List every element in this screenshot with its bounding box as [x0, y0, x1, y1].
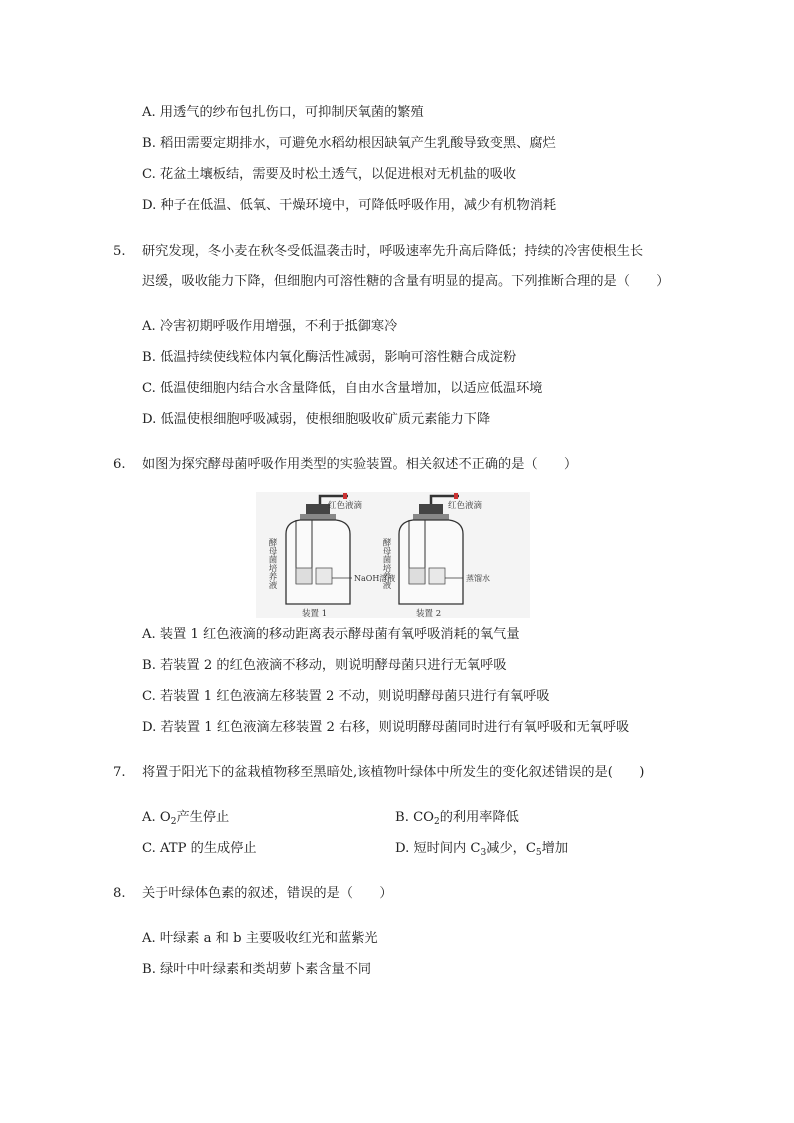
device2-water-cup — [429, 568, 445, 584]
device1-side-label: 酵母菌培养液 — [267, 538, 277, 589]
device1-beaker — [296, 568, 312, 584]
q6-option-c: C. 若装置 1 红色液滴左移装置 2 不动，则说明酵母菌只进行有氧呼吸 — [142, 689, 550, 704]
q4-option-a: A. 用透气的纱布包扎伤口，可抑制厌氧菌的繁殖 — [142, 105, 424, 120]
q6-option-b: B. 若装置 2 的红色液滴不移动，则说明酵母菌只进行无氧呼吸 — [142, 658, 507, 673]
q7-option-a — [142, 809, 229, 827]
q8-option-b: B. 绿叶中叶绿素和类胡萝卜素含量不同 — [142, 962, 372, 977]
q7-option-b-sub: 2 — [433, 817, 440, 827]
q7-stem: 将置于阳光下的盆栽植物移至黑暗处,该植物叶绿体中所发生的变化叙述错误的是( ) — [142, 765, 645, 780]
q7-option-d-sub1: 3 — [480, 848, 487, 858]
q8-number: 8. — [113, 886, 126, 901]
q6-option-a: A. 装置 1 红色液滴的移动距离表示酵母菌有氧呼吸消耗的氧气量 — [142, 627, 520, 642]
q5-number: 5. — [113, 244, 126, 259]
device1-naoh-cup — [316, 568, 332, 584]
q4-option-b: B. 稻田需要定期排水，可避免水稻幼根因缺氧产生乳酸导致变黑、腐烂 — [142, 136, 556, 151]
device1-droplet — [343, 493, 347, 499]
device2-droplet — [454, 493, 458, 499]
q5-stem-line1: 研究发现，冬小麦在秋冬受低温袭击时，呼吸速率先升高后降低；持续的冷害使根生长 — [142, 244, 644, 259]
device2-caption: 装置 2 — [416, 609, 442, 618]
q5-stem-line2: 迟缓，吸收能力下降，但细胞内可溶性糖的含量有明显的提高。下列推断合理的是（ ） — [142, 274, 670, 289]
q7-option-d-pre: D. 短时间内 C — [395, 841, 481, 856]
q7-option-d-sub2: 5 — [535, 848, 542, 858]
q8-stem: 关于叶绿体色素的叙述，错误的是（ ） — [142, 886, 393, 901]
device2-droplet-label: 红色液滴 — [448, 501, 483, 511]
q7-option-d-post: 增加 — [541, 841, 569, 856]
q5-option-c: C. 低温使细胞内结合水含量降低，自由水含量增加，以适应低温环境 — [142, 381, 543, 396]
q7-option-c: C. ATP 的生成停止 — [142, 841, 257, 856]
device2-inner-label: 蒸馏水 — [466, 574, 490, 583]
q7-option-a-sub: 2 — [170, 817, 177, 827]
device1-droplet-label: 红色液滴 — [328, 501, 363, 511]
q7-option-b-pre: B. CO — [395, 810, 434, 825]
q7-number: 7. — [113, 765, 126, 780]
device1-neck — [300, 514, 336, 520]
q7-option-d-mid: 减少，C — [486, 841, 536, 856]
q7-option-a-post: 产生停止 — [176, 810, 230, 825]
q4-option-c: C. 花盆土壤板结，需要及时松土透气，以促进根对无机盐的吸收 — [142, 167, 517, 182]
device2-side-label: 酵母菌培养液 — [381, 538, 391, 589]
q6-number: 6. — [113, 457, 126, 472]
device1-caption: 装置 1 — [302, 609, 328, 618]
q5-option-d: D. 低温使根细胞呼吸减弱，使根细胞吸收矿质元素能力下降 — [142, 412, 491, 427]
q6-stem: 如图为探究酵母菌呼吸作用类型的实验装置。相关叙述不正确的是（ ） — [142, 457, 578, 472]
q7-option-b — [395, 809, 519, 827]
q7-option-d — [395, 840, 568, 858]
q7-option-b-post: 的利用率降低 — [439, 810, 519, 825]
q4-option-d: D. 种子在低温、低氧、干燥环境中，可降低呼吸作用，减少有机物消耗 — [142, 198, 557, 213]
yeast-apparatus-figure — [256, 492, 530, 618]
q5-option-a: A. 冷害初期呼吸作用增强，不利于抵御寒冷 — [142, 319, 398, 334]
q8-option-a: A. 叶绿素 a 和 b 主要吸收红光和蓝紫光 — [142, 931, 378, 946]
device2-beaker — [409, 568, 425, 584]
q5-option-b: B. 低温持续使线粒体内氧化酶活性减弱，影响可溶性糖合成淀粉 — [142, 350, 517, 365]
device2-neck — [413, 514, 449, 520]
q7-option-a-pre: A. O — [142, 810, 171, 825]
q6-option-d: D. 若装置 1 红色液滴左移装置 2 右移，则说明酵母菌同时进行有氧呼吸和无氧呼吸 — [142, 720, 630, 735]
device1-inner-label: NaOH溶液 — [354, 574, 396, 583]
